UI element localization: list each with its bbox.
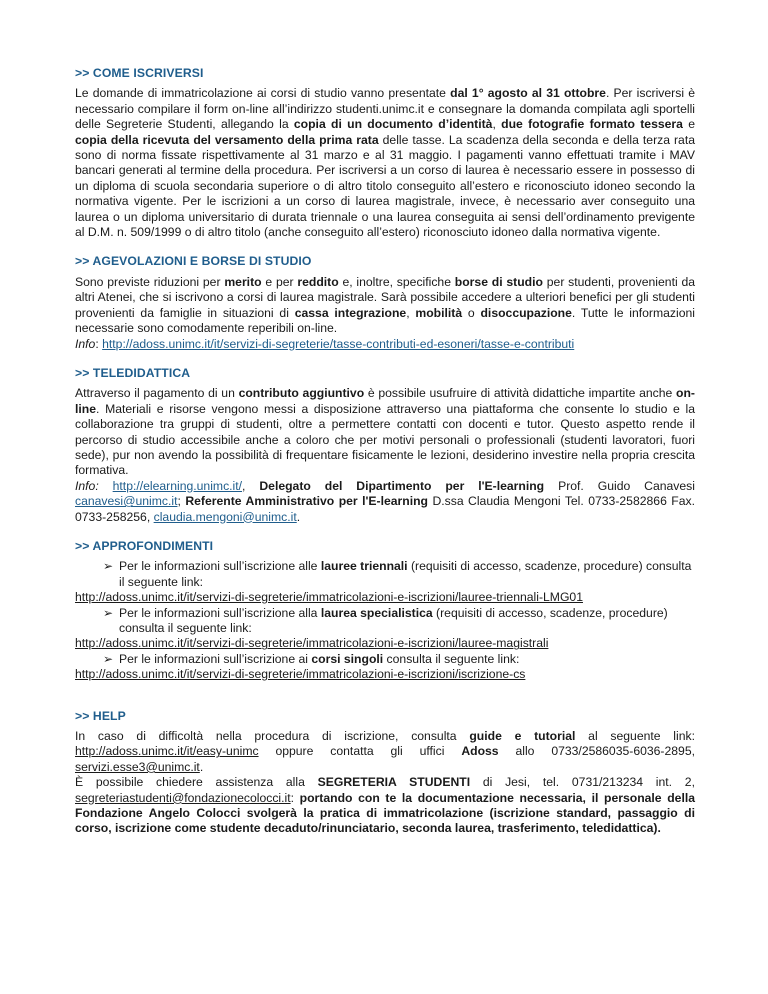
list-item (75, 652, 695, 667)
text: Le domande di immatricolazione ai corsi di studio vanno presentate (75, 86, 451, 101)
text: Prof. Guido Canavesi (544, 478, 695, 493)
link-line (75, 636, 695, 651)
paragraph-help-2 (75, 775, 695, 837)
paragraph-agevolazioni (75, 275, 695, 337)
bold-text: SEGRETERIA STUDENTI (317, 775, 471, 790)
approfondimenti-list (75, 606, 695, 637)
text: In caso di difficoltà nella procedura di iscrizione, consulta (75, 729, 470, 744)
text: e, inoltre, specifiche (338, 274, 455, 289)
section-help (75, 709, 695, 837)
bold-text: Referente Amministrativo per l'E-learning (185, 494, 428, 509)
section-title-help: >> HELP (75, 708, 126, 723)
text: È possibile chiedere assistenza alla (75, 775, 318, 790)
text: Per le informazioni sull’iscrizione alla (119, 605, 321, 620)
link-email-esse3[interactable]: servizi.esse3@unimc.it (75, 759, 200, 774)
bold-text: laurea specialistica (320, 605, 433, 620)
bold-text: corsi singoli (311, 651, 384, 666)
text: è possibile usufruire di attività didattiche impartite anche (364, 386, 677, 401)
text: , (242, 478, 260, 493)
list-item (75, 559, 695, 590)
approfondimenti-list (75, 652, 695, 667)
arrow-bullet-icon: ➢ (103, 559, 114, 574)
text: al seguente link: (575, 729, 695, 744)
text: . Per iscriversi è necessario compilare il form on-line all’indirizzo studenti.unimc.it e consegnare la domanda compilata agli sportelli delle Segreterie Studenti, allegando la (75, 86, 695, 132)
text: o (462, 305, 481, 320)
text: Attraverso il pagamento di un (75, 386, 239, 401)
text: . Materiali e risorse vengono messi a disposizione attraverso una piattaforma che consente lo studio e la collaborazione tra gruppi di studenti, oltre a permettere contatti con docenti e tutor. Questo aspetto rende il percorso di studio accessibile anche a coloro che per motivi personali o professionali (studenti lavoratori, fuori sede), pur non avendo la possibilità di frequentare fisicamente le lezioni, desiderino investire nella propria crescita formativa. (75, 401, 695, 478)
info-label: Info (75, 336, 96, 351)
text: , (492, 117, 502, 132)
bold-text: contributo aggiuntivo (238, 386, 365, 401)
section-title-come-iscriversi: >> COME ISCRIVERSI (75, 66, 204, 80)
bold-text: Adoss (461, 744, 499, 759)
arrow-bullet-icon: ➢ (103, 605, 114, 620)
text: D.ssa Claudia Mengoni Tel. 0733-2582866 Fax. 0733-258256, (75, 494, 695, 524)
text: . Tutte le informazioni necessarie sono comodamente reperibili on-line. (75, 305, 695, 336)
text: (requisiti di accesso, scadenze, procedure) consulta il seguente link: (119, 605, 668, 635)
link-email-segreteria[interactable]: segreteriastudenti@fondazionecolocci.it (75, 790, 291, 805)
section-come-iscriversi (75, 66, 695, 240)
info-paragraph-teledidattica (75, 479, 695, 525)
paragraph-help-1 (75, 729, 695, 775)
bold-text: on-line (75, 386, 695, 416)
text: . (199, 759, 204, 774)
text: (requisiti di accesso, scadenze, procedure) consulta il seguente link: (119, 559, 692, 589)
bold-text: mobilità (415, 305, 463, 320)
text: e per (261, 274, 298, 289)
section-title-agevolazioni: >> AGEVOLAZIONI E BORSE DI STUDIO (75, 254, 312, 269)
bold-text: reddito (297, 274, 339, 289)
bold-text: dal 1° agosto al 31 ottobre (450, 86, 606, 101)
bold-text: copia di un documento d’identità (293, 117, 493, 132)
text: oppure contatta gli uffici (258, 744, 462, 759)
arrow-bullet-icon: ➢ (103, 651, 114, 666)
document-page (75, 66, 695, 851)
bold-text: copia della ricevuta del versamento della prima rata (75, 132, 379, 147)
link-line (75, 667, 695, 682)
link-corsi-singoli[interactable]: http://adoss.unimc.it/it/servizi-di-segreterie/immatricolazioni-e-iscrizioni/iscrizione-cs (75, 667, 526, 682)
section-teledidattica (75, 366, 695, 525)
text: delle tasse. La scadenza della seconda e della terza rata sono di norma fissate rispettivamente al 31 marzo e al 31 maggio. I pagamenti vanno effettuati tramite i MAV bancari generati al termine della procedura. Per iscriversi a un corso di laurea è necessario essere in possesso di un diploma di scuola secondaria superiore o di altro titolo conseguito all’estero e riconosciuto idoneo secondo la normativa vigente. Per le iscrizioni a un corso di laurea magistrale, invece, è necessario aver conseguito una laurea o un diploma universitario di durata triennale o una laurea conseguita ai sensi dell’ordinamento previgente al D.M. n. 509/1999 o di altro titolo (anche conseguito all’estero) riconosciuto idoneo dalla normativa vigente. (75, 132, 695, 240)
bold-text: due fotografie formato tessera (501, 117, 683, 132)
text: Per le informazioni sull’iscrizione ai (119, 651, 312, 666)
text: di Jesi, tel. 0731/213234 int. 2, (470, 775, 695, 790)
text: Per le informazioni sull’iscrizione alle (119, 559, 321, 574)
link-tasse-contributi[interactable]: http://adoss.unimc.it/it/servizi-di-segreterie/tasse-contributi-ed-esoneri/tasse-e-contributi (102, 336, 575, 351)
link-email-canavesi[interactable]: canavesi@unimc.it (75, 494, 178, 509)
link-line (75, 590, 695, 605)
text: e (682, 117, 696, 132)
bold-text: cassa integrazione (294, 305, 407, 320)
section-title-teledidattica: >> TELEDIDATTICA (75, 365, 191, 380)
text: consulta il seguente link: (383, 651, 520, 666)
bold-text: guide e tutorial (469, 729, 576, 744)
text: ; (177, 494, 186, 509)
section-agevolazioni (75, 254, 695, 351)
text: : (290, 790, 300, 805)
section-approfondimenti (75, 539, 695, 683)
approfondimenti-list (75, 559, 695, 590)
info-line-agevolazioni (75, 337, 695, 352)
paragraph-teledidattica (75, 386, 695, 478)
text: allo 0733/2586035-6036-2895, (498, 744, 695, 759)
bold-text: portando con te la documentazione necessaria, il personale della Fondazione Angelo Colocci svolgerà la pratica di immatricolazione (iscrizione standard, passaggio di corso, iscrizione come studente decaduto/rinunciatario, seconda laurea, trasferimento, teledidattica). (75, 790, 695, 836)
bold-text: lauree triennali (320, 559, 408, 574)
text: Sono previste riduzioni per (75, 274, 225, 289)
bold-text: Delegato del Dipartimento per l'E-learning (259, 478, 545, 493)
text: per studenti, provenienti da altri Atenei, che si iscrivono a corsi di laurea magistrale. Sarà possibile accedere a ulteriori benefici per gli studenti provenienti da famiglie in situazioni di (75, 274, 696, 320)
link-lauree-magistrali[interactable]: http://adoss.unimc.it/it/servizi-di-segreterie/immatricolazioni-e-iscrizioni/lauree-magistrali (75, 636, 549, 651)
bold-text: merito (224, 274, 262, 289)
text: , (406, 305, 416, 320)
text: . (296, 509, 301, 524)
section-title-approfondimenti: >> APPROFONDIMENTI (75, 538, 214, 553)
link-lauree-triennali[interactable]: http://adoss.unimc.it/it/servizi-di-segreterie/immatricolazioni-e-iscrizioni/lauree-triennali-LMG01 (75, 590, 583, 605)
list-item (75, 606, 695, 637)
link-email-mengoni[interactable]: claudia.mengoni@unimc.it (153, 509, 297, 524)
info-label: Info: (75, 478, 113, 493)
bold-text: borse di studio (454, 274, 543, 289)
bold-text: disoccupazione (480, 305, 572, 320)
link-easy-unimc[interactable]: http://adoss.unimc.it/it/easy-unimc (75, 744, 259, 759)
link-elearning[interactable]: http://elearning.unimc.it/ (112, 478, 243, 493)
paragraph-come-iscriversi (75, 86, 695, 240)
info-separator: : (95, 336, 103, 351)
